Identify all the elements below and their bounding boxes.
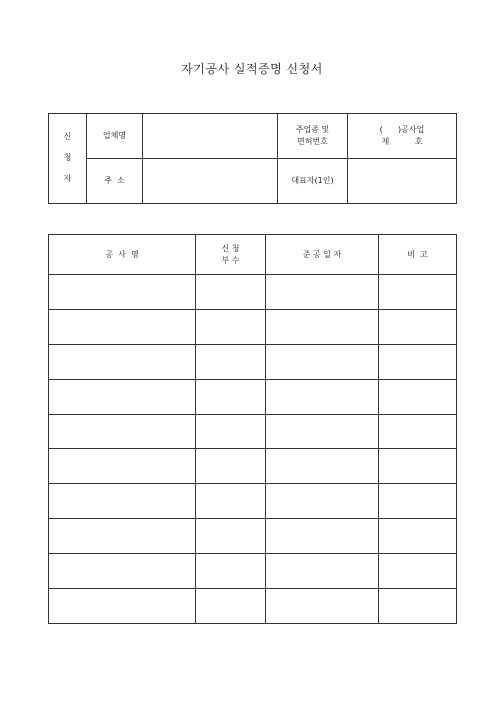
project-name-cell[interactable] bbox=[49, 309, 196, 344]
industry-license-label bbox=[278, 114, 348, 159]
remarks-cell[interactable] bbox=[379, 554, 457, 589]
project-name-cell[interactable] bbox=[49, 484, 196, 519]
copies-cell[interactable] bbox=[196, 449, 266, 484]
completion-date-cell[interactable] bbox=[266, 379, 379, 414]
completion-date-cell[interactable] bbox=[266, 449, 379, 484]
completion-date-cell[interactable] bbox=[266, 484, 379, 519]
table-row bbox=[49, 414, 457, 449]
remarks-cell[interactable] bbox=[379, 344, 457, 379]
table-row bbox=[49, 589, 457, 624]
table-row bbox=[49, 379, 457, 414]
copies-cell[interactable] bbox=[196, 309, 266, 344]
remarks-cell[interactable] bbox=[379, 484, 457, 519]
remarks-header: 비 고 bbox=[379, 235, 457, 275]
copies-cell[interactable] bbox=[196, 554, 266, 589]
completion-date-header: 준 공 일 자 bbox=[266, 235, 379, 275]
project-name-cell[interactable] bbox=[49, 379, 196, 414]
copies-header-line: 신 청 bbox=[221, 243, 240, 253]
completion-date-cell[interactable] bbox=[266, 519, 379, 554]
copies-cell[interactable] bbox=[196, 414, 266, 449]
representative-label: 대표자(1인) bbox=[278, 159, 348, 204]
copies-cell[interactable] bbox=[196, 519, 266, 554]
remarks-cell[interactable] bbox=[379, 379, 457, 414]
copies-header bbox=[196, 235, 266, 275]
copies-cell[interactable] bbox=[196, 589, 266, 624]
applicant-label-char: 청 bbox=[63, 153, 72, 163]
table-row bbox=[49, 519, 457, 554]
remarks-cell[interactable] bbox=[379, 414, 457, 449]
project-name-cell[interactable] bbox=[49, 414, 196, 449]
copies-cell[interactable] bbox=[196, 484, 266, 519]
copies-cell[interactable] bbox=[196, 344, 266, 379]
completion-date-cell[interactable] bbox=[266, 275, 379, 310]
completion-date-cell[interactable] bbox=[266, 414, 379, 449]
license-value-line: 제 호 bbox=[381, 137, 423, 146]
project-name-cell[interactable] bbox=[49, 519, 196, 554]
completion-date-cell[interactable] bbox=[266, 589, 379, 624]
table-row bbox=[49, 484, 457, 519]
license-label-line: 면허번호 bbox=[297, 137, 328, 146]
projects-header-row bbox=[49, 235, 457, 275]
project-name-header: 공 사 명 bbox=[49, 235, 196, 275]
company-name-label: 업체명 bbox=[87, 114, 143, 159]
remarks-cell[interactable] bbox=[379, 519, 457, 554]
copies-cell[interactable] bbox=[196, 379, 266, 414]
page-title: 자기공사 실적증명 신청서 bbox=[181, 62, 323, 76]
project-name-cell[interactable] bbox=[49, 554, 196, 589]
remarks-cell[interactable] bbox=[379, 275, 457, 310]
remarks-cell[interactable] bbox=[379, 309, 457, 344]
applicant-label-char: 신 bbox=[63, 132, 72, 142]
remarks-cell[interactable] bbox=[379, 449, 457, 484]
industry-label-line: 주업종 및 bbox=[295, 125, 330, 134]
representative-field[interactable] bbox=[348, 159, 457, 204]
table-row bbox=[49, 309, 457, 344]
project-name-cell[interactable] bbox=[49, 275, 196, 310]
completion-date-cell[interactable] bbox=[266, 344, 379, 379]
industry-value-line: ( )공사업 bbox=[379, 125, 425, 134]
table-row bbox=[49, 554, 457, 589]
table-row bbox=[49, 344, 457, 379]
project-name-cell[interactable] bbox=[49, 344, 196, 379]
copies-header-line: 부 수 bbox=[221, 255, 240, 265]
table-row bbox=[49, 449, 457, 484]
applicant-info-table bbox=[48, 113, 457, 204]
company-name-field[interactable] bbox=[143, 114, 278, 159]
project-name-cell[interactable] bbox=[49, 449, 196, 484]
address-label: 주 소 bbox=[87, 159, 143, 204]
industry-license-field[interactable] bbox=[348, 114, 457, 159]
completion-date-cell[interactable] bbox=[266, 554, 379, 589]
completion-date-cell[interactable] bbox=[266, 309, 379, 344]
address-field[interactable] bbox=[143, 159, 278, 204]
applicant-label-char: 자 bbox=[63, 173, 72, 183]
remarks-cell[interactable] bbox=[379, 589, 457, 624]
applicant-section-label bbox=[49, 114, 87, 204]
projects-table bbox=[48, 234, 457, 624]
copies-cell[interactable] bbox=[196, 275, 266, 310]
table-row bbox=[49, 275, 457, 310]
project-name-cell[interactable] bbox=[49, 589, 196, 624]
